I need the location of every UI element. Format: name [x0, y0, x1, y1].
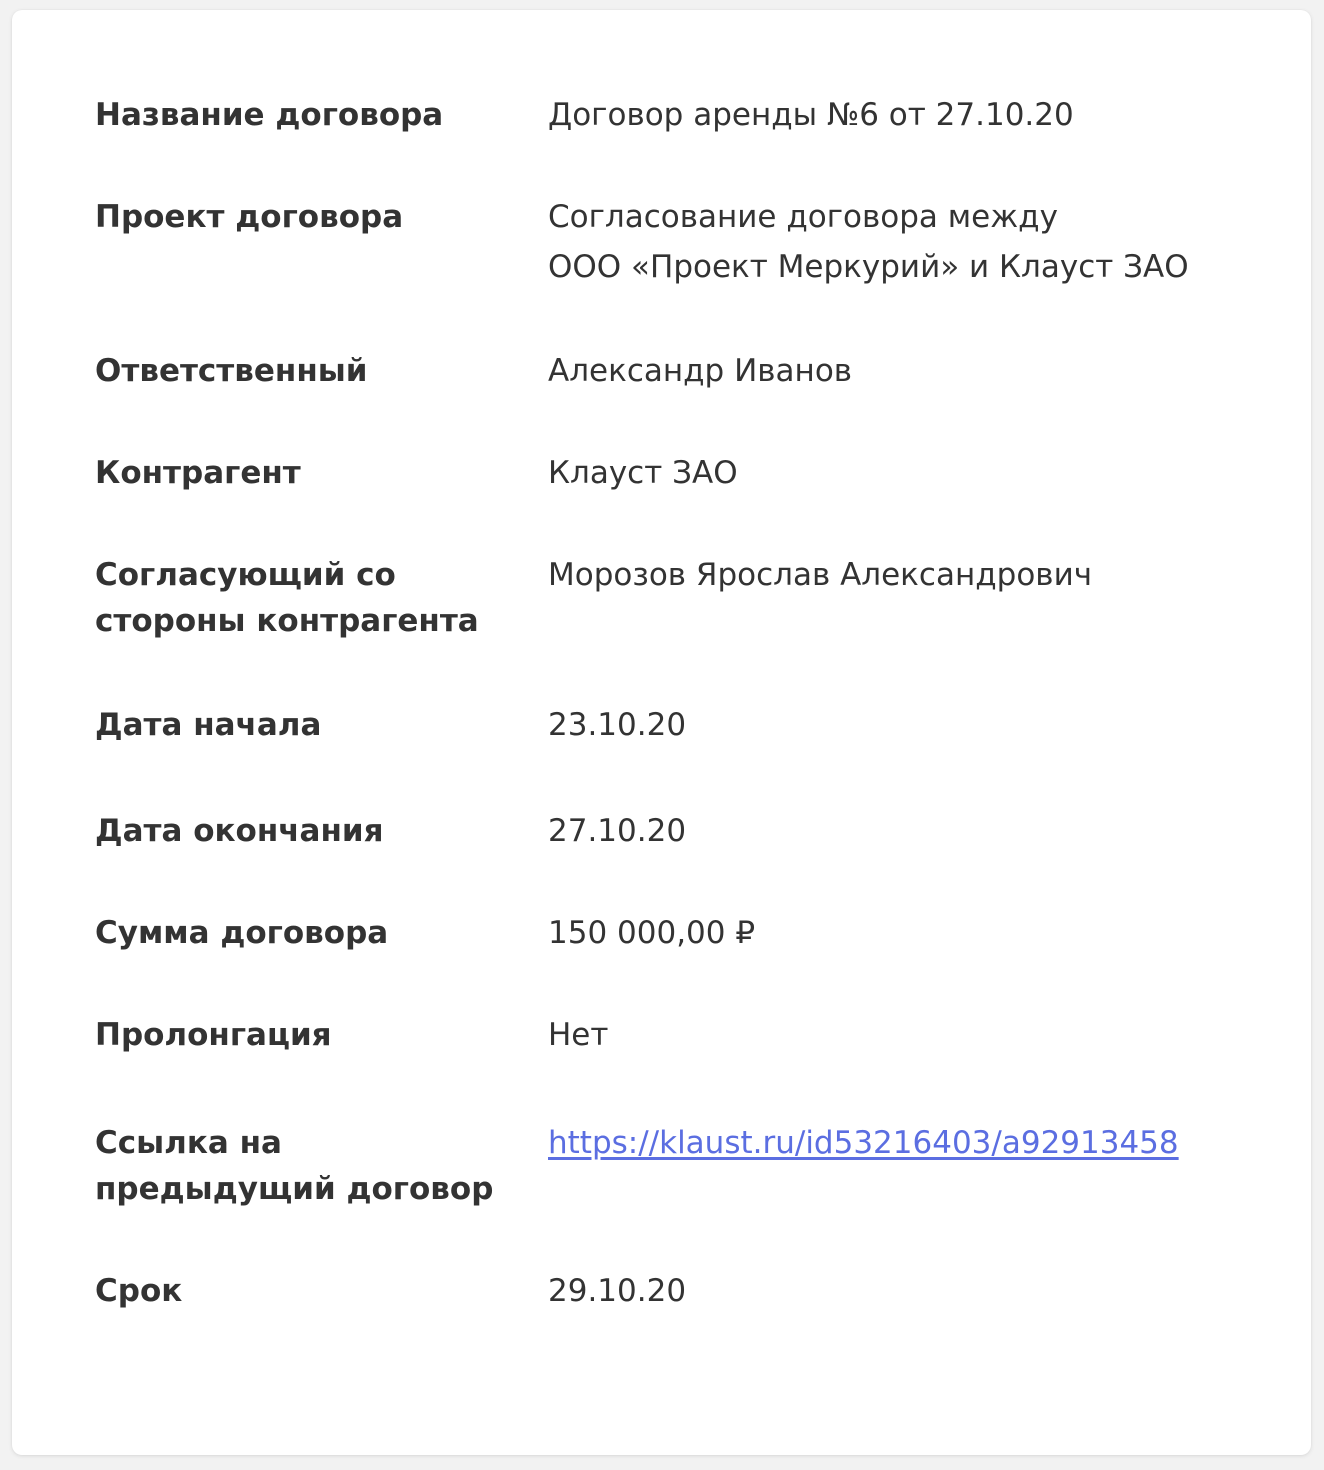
- contract-details-card: [12, 10, 1311, 1455]
- field-value: 23.10.20: [548, 707, 687, 743]
- field-label: Срок: [95, 1273, 183, 1309]
- field-value: [548, 1118, 1268, 1168]
- field-value: 27.10.20: [548, 813, 687, 849]
- field-label-line: Согласующий со: [95, 557, 396, 593]
- field-label: Пролонгация: [95, 1017, 332, 1053]
- field-value: Морозов Ярослав Александрович: [548, 557, 1093, 593]
- field-value: Договор аренды №6 от 27.10.20: [548, 97, 1074, 133]
- field-label: Название договора: [95, 97, 444, 133]
- field-label-line: предыдущий договор: [95, 1171, 494, 1207]
- previous-contract-link[interactable]: https://klaust.ru/id53216403/a92913458: [548, 1125, 1179, 1161]
- field-label: Контрагент: [95, 455, 301, 491]
- field-value: 29.10.20: [548, 1273, 687, 1309]
- field-label: [95, 1120, 515, 1212]
- field-label: Сумма договора: [95, 915, 389, 951]
- field-value: Нет: [548, 1017, 609, 1053]
- field-value-line: Согласование договора между: [548, 199, 1058, 235]
- field-value-line: ООО «Проект Меркурий» и Клауст ЗАО: [548, 249, 1189, 285]
- field-label-line: стороны контрагента: [95, 603, 479, 639]
- field-value: 150 000,00 ₽: [548, 915, 756, 951]
- field-value: Клауст ЗАО: [548, 455, 738, 491]
- field-label: Дата окончания: [95, 813, 384, 849]
- field-label-line: Ссылка на: [95, 1125, 282, 1161]
- field-label: Ответственный: [95, 353, 368, 389]
- field-label: Проект договора: [95, 199, 404, 235]
- field-label: [95, 552, 515, 644]
- field-label: Дата начала: [95, 707, 322, 743]
- field-value: [548, 192, 1268, 292]
- field-value: Александр Иванов: [548, 353, 853, 389]
